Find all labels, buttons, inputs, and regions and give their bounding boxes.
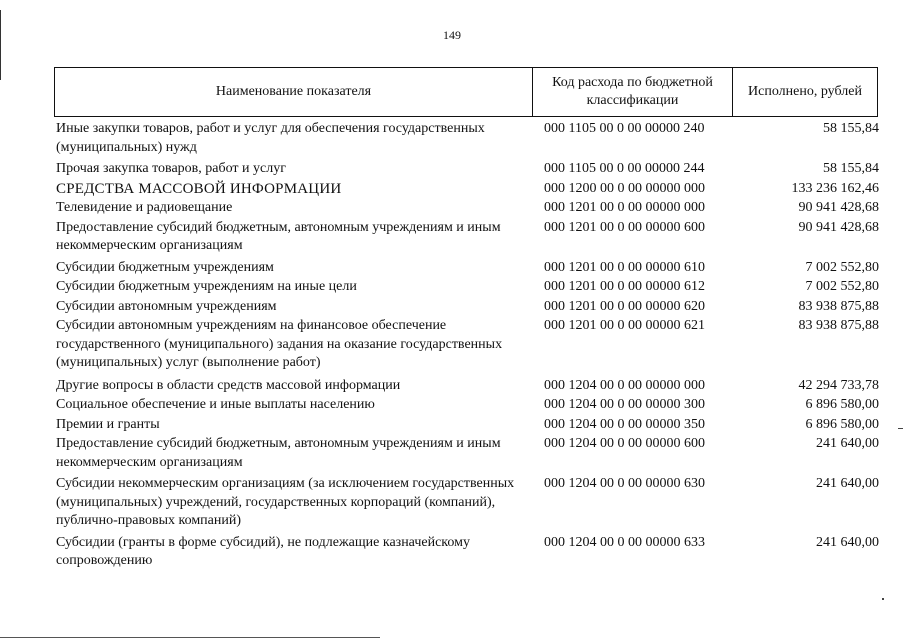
row-code: 000 1200 00 0 00 00000 000 [544,180,705,196]
scan-bottom-line [0,637,380,638]
row-name: Премии и гранты [56,416,160,432]
row-amount: 42 294 733,78 [798,377,879,393]
row-name: Социальное обеспечение и иные выплаты населению [56,397,375,412]
table-row [56,259,879,278]
table-row [56,534,879,571]
row-amount: 90 941 428,68 [798,219,879,235]
row-code: 000 1201 00 0 00 00000 610 [544,259,705,275]
row-name: СРЕДСТВА МАССОВОЙ ИНФОРМАЦИИ [56,180,342,197]
table-row [56,120,879,157]
row-amount: 90 941 428,68 [798,200,879,215]
table-body [56,120,879,572]
row-code: 000 1204 00 0 00 00000 633 [544,534,705,550]
row-amount: 83 938 875,88 [798,298,879,314]
table-row [56,219,879,256]
row-amount: 58 155,84 [823,161,879,176]
row-name: Субсидии (гранты в форме субсидий), не подлежащие казначейскому сопровождению [56,534,470,568]
row-name: Предоставление субсидий бюджетным, автономным учреждениям и иным некоммерческим организациям [56,436,501,470]
scan-edge-line [0,10,1,80]
row-name: Субсидии бюджетным учреждениям на иные цели [56,279,357,294]
row-code: 000 1204 00 0 00 00000 350 [544,416,705,432]
row-name: Предоставление субсидий бюджетным, автономным учреждениям и иным некоммерческим организациям [56,219,501,253]
row-amount: 241 640,00 [816,534,879,550]
row-amount: 241 640,00 [816,436,879,451]
row-name: Субсидии бюджетным учреждениям [56,259,274,275]
row-name: Иные закупки товаров, работ и услуг для обеспечения государственных (муниципальных) нужд [56,121,485,155]
row-name: Другие вопросы в области средств массовой информации [56,377,401,393]
row-name: Субсидии автономным учреждениям на финансовое обеспечение государственного (муниципального) задания на оказание государственных (муниципальных) услуг (выполнение работ) [56,318,503,370]
row-amount: 7 002 552,80 [805,259,879,275]
row-code: 000 1201 00 0 00 00000 620 [544,298,705,314]
row-code: 000 1204 00 0 00 00000 600 [544,436,705,451]
page-number: 149 [443,28,461,42]
row-name: Телевидение и радиовещание [56,200,233,215]
row-amount: 6 896 580,00 [805,416,879,432]
table-row [56,377,879,396]
scan-mark [898,428,903,429]
row-code: 000 1204 00 0 00 00000 630 [544,476,705,491]
row-name: Прочая закупка товаров, работ и услуг [56,161,286,176]
row-code: 000 1201 00 0 00 00000 600 [544,219,705,235]
scan-dot [882,598,884,600]
table-row [56,416,879,435]
row-amount: 133 236 162,46 [791,180,879,196]
table-row [56,278,879,297]
table-row [56,435,879,472]
header-code-cell: Код расхода по бюджетной классификации [533,68,733,117]
table-row [56,199,879,218]
table-row [56,180,879,199]
table-row [56,475,879,531]
row-amount: 241 640,00 [816,476,879,491]
row-amount: 83 938 875,88 [798,318,879,333]
row-code: 000 1204 00 0 00 00000 300 [544,397,705,412]
table-row [56,317,879,373]
row-code: 000 1201 00 0 00 00000 000 [544,200,705,215]
row-name: Субсидии автономным учреждениям [56,298,277,314]
row-code: 000 1201 00 0 00 00000 612 [544,279,705,294]
header-name-cell: Наименование показателя [55,68,533,117]
row-code: 000 1204 00 0 00 00000 000 [544,377,705,393]
row-code: 000 1105 00 0 00 00000 240 [544,121,705,136]
row-code: 000 1201 00 0 00 00000 621 [544,318,705,333]
row-amount: 6 896 580,00 [805,397,879,412]
row-name: Субсидии некоммерческим организациям (за исключением государственных (муниципальных) учреждений, государственных корпораций (компаний), публично-правовых компаний) [56,476,515,528]
header-amount-cell: Исполнено, рублей [733,68,878,117]
row-code: 000 1105 00 0 00 00000 244 [544,161,705,176]
row-amount: 58 155,84 [823,121,879,136]
table-row [56,160,879,179]
table-row [56,396,879,415]
row-amount: 7 002 552,80 [805,279,879,294]
table-row [56,298,879,317]
table-header [54,67,878,117]
